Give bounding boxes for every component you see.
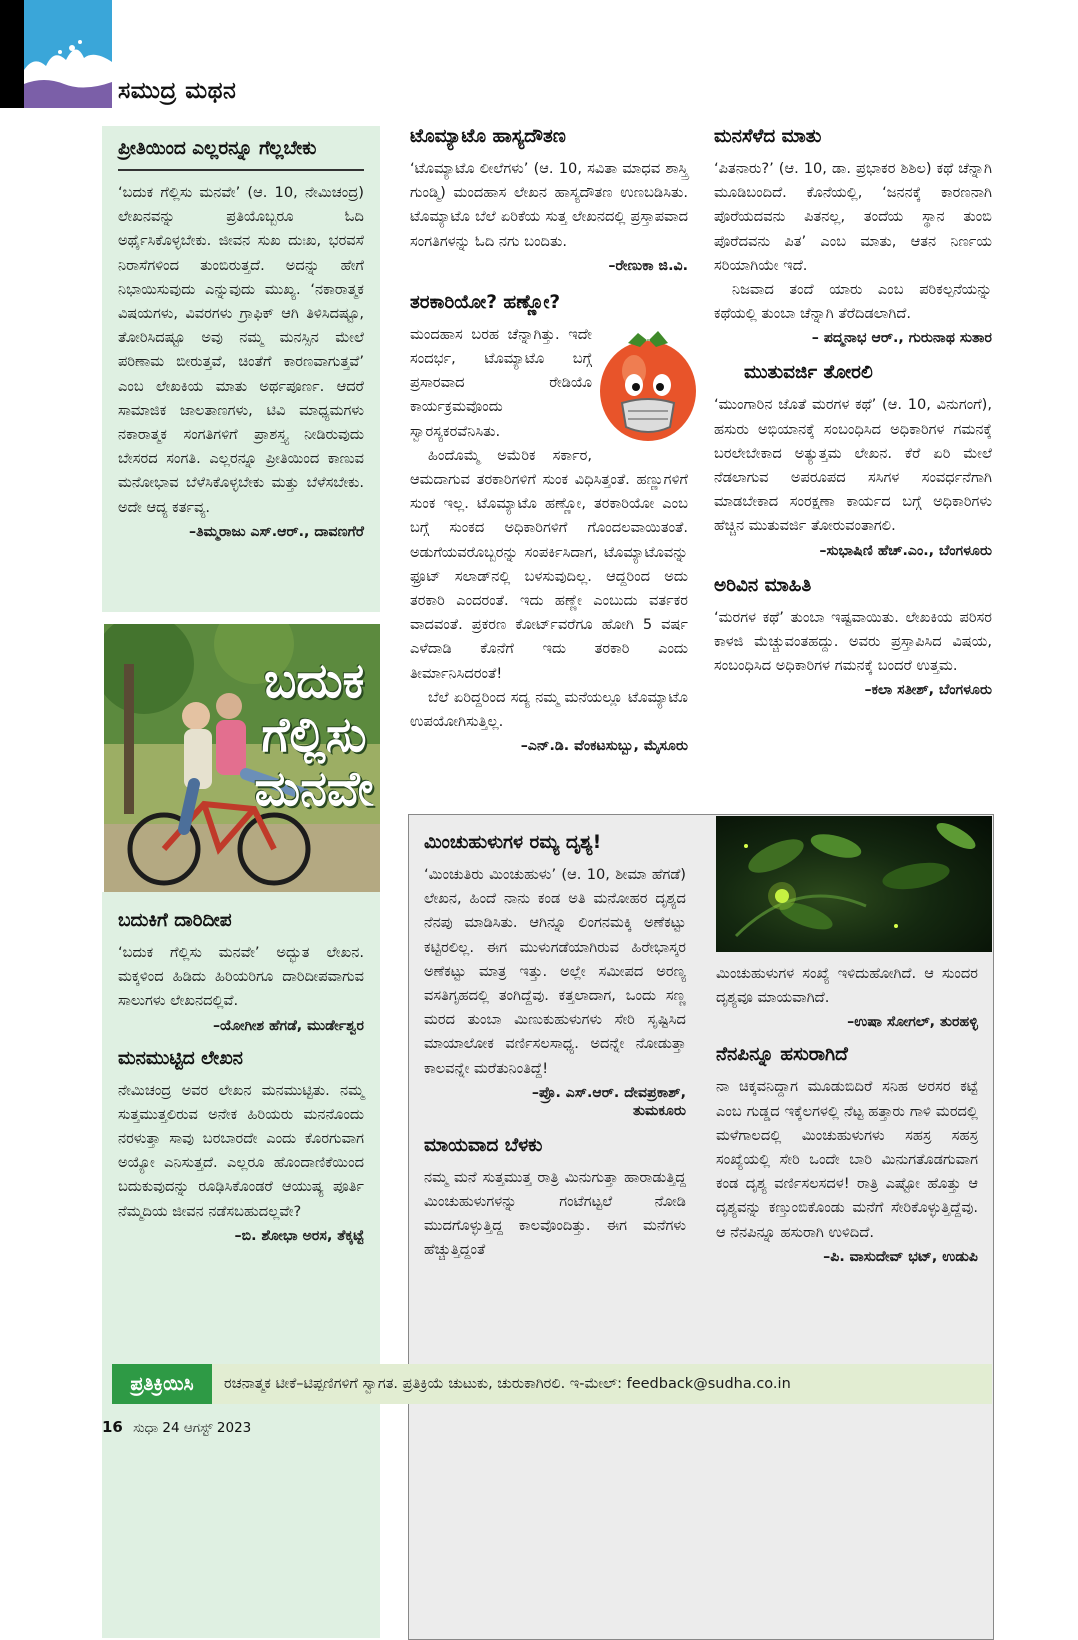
letter-signature: –ಬಿ. ಶೋಭಾ ಅರಸ, ತೆಕ್ಕಟ್ಟೆ [234, 1227, 364, 1244]
middle-column [410, 126, 688, 754]
issue-date: ಸುಧಾ 24 ಆಗಸ್ಟ್ 2023 [133, 1420, 252, 1436]
photo-overlay-title [254, 654, 374, 816]
letter-body: ‘ಮುಂಗಾರಿನ ಜೊತೆ ಮರಗಳ ಕಥೆ’ (ಆ. 10, ವಿನುಗಂಗೆ), ಹಸುರು ಅಭಿಯಾನಕ್ಕೆ ಸಂಬಂಧಿಸಿದ ಅಧಿಕಾರಿಗಳ ಗಮನಕ್ಕೆ ಬರಲೇಬೇಕಾದ ಅತ್ಯುತ್ತಮ ಲೇಖನ. ಕೆರೆ ಏರಿ ಮೇಲೆ ನೆಡಲಾಗುವ ಅಪರೂಪದ ಸಸಿಗಳ ಸಂವರ್ಧನೆಗಾಗಿ ಮಾಡಬೇಕಾದ ಸಂರಕ್ಷಣಾ ಕಾರ್ಯದ ಬಗ್ಗೆ ಅಧಿಕಾರಿಗಳು ಹೆಚ್ಚಿನ ಮುತುವರ್ಜಿ ತೋರುವಂತಾಗಲಿ. [714, 396, 992, 535]
letter-signature: – ಪದ್ಮನಾಭ ಆರ್., ಗುರುನಾಥ ಸುತಾರ [811, 330, 992, 347]
letter-heading: ಮಾಯವಾದ ಬೆಳಕು [424, 1134, 543, 1156]
letter-signature: –ಯೋಗೀಶ ಹೆಗಡೆ, ಮುರ್ಡೇಶ್ವರ [212, 1017, 364, 1034]
letter-signature: –ಪಿ. ವಾಸುದೇವ್ ಭಟ್, ಉಡುಪಿ [823, 1248, 978, 1265]
letter-body: ‘ಬದುಕ ಗೆಲ್ಲಿಸು ಮನವೇ’ ಅದ್ಭುತ ಲೇಖನ. ಮಕ್ಕಳಿಂದ ಹಿಡಿದು ಹಿರಿಯರಿಗೂ ದಾರಿದೀಪವಾಗುವ ಸಾಲುಗಳು ಲೇಖನದಲ್ಲಿವೆ. [118, 944, 364, 1010]
letter-box-left-top [102, 126, 380, 612]
letter-body: ಮಿಂಚುಹುಳುಗಳ ಸಂಖ್ಯೆ ಇಳಿದುಹೋಗಿದೆ. ಆ ಸುಂದರ ದೃಶ್ಯವೂ ಮಾಯವಾಗಿದೆ. [716, 965, 978, 1007]
right-column [714, 126, 992, 698]
letter-heading: ಟೊಮ್ಯಾಟೊ ಹಾಸ್ಯದೌತಣ [410, 126, 566, 147]
letter-body: ‘ಮಿಂಚುತಿರು ಮಿಂಚುಹುಳು’ (ಆ. 10, ಶೀಮಾ ಹೆಗಡೆ) ಲೇಖನ, ಹಿಂದೆ ನಾನು ಕಂಡ ಅತಿ ಮನೋಹರ ದೃಶ್ಯದ ನೆನಪು ಮಾಡಿಸಿತು. ಆಗಿನ್ನೂ ಲಿಂಗನಮಕ್ಕಿ ಅಣೆಕಟ್ಟು ಕಟ್ಟಿರಲಿಲ್ಲ. ಈಗ ಮುಳುಗಡೆಯಾಗಿರುವ ಹಿರೇಭಾಸ್ಕರ ಅಣೆಕಟ್ಟು ಮಾತ್ರ ಇತ್ತು. ಅಲ್ಲೇ ಸಮೀಪದ ಅರಣ್ಯ ವಸತಿಗೃಹದಲ್ಲಿ ತಂಗಿದ್ದೆವು. ಕತ್ತಲಾದಾಗ, ಒಂದು ಸಣ್ಣ ಮರದ ತುಂಬಾ ಮಿಣುಕುಹುಳುಗಳು ಸೇರಿ ಸೃಷ್ಟಿಸಿದ ಮಾಯಾಲೋಕ ವರ್ಣಿಸಲಸಾಧ್ಯ. ಅದನ್ನೇ ನೋಡುತ್ತಾ ಕಾಲವನ್ನೇ ಮರೆತುನಿಂತಿದ್ದೆ! [424, 866, 686, 1077]
letter-body: ನಮ್ಮ ಮನೆ ಸುತ್ತಮುತ್ತ ರಾತ್ರಿ ಮಿನುಗುತ್ತಾ ಹಾರಾಡುತ್ತಿದ್ದ ಮಿಂಚುಹುಳುಗಳನ್ನು ಗಂಟೆಗಟ್ಟಲೆ ನೋಡಿ ಮುದಗೊಳ್ಳುತ್ತಿದ್ದ ಕಾಲವೊಂದಿತ್ತು. ಈಗ ಮನೆಗಳು ಹೆಚ್ಚುತ್ತಿದ್ದಂತೆ [424, 1168, 686, 1259]
letter-heading: ಮನಮುಟ್ಟಿದ ಲೇಖನ [118, 1047, 243, 1069]
letter-body: ಮಂದಹಾಸ ಬರಹ ಚೆನ್ನಾಗಿತ್ತು. ಇದೇ ಸಂದರ್ಭ, ಟೊಮ್ಯಾಟೊ ಬಗ್ಗೆ ಪ್ರಸಾರವಾದ ರೇಡಿಯೊ ಕಾರ್ಯಕ್ರಮವೊಂದು ಸ್ವಾರಸ್ಯಕರವೆನಿಸಿತು. [410, 325, 592, 440]
letter-heading: ಮುತುವರ್ಜಿ ತೋರಲಿ [744, 362, 873, 384]
couple-bicycle-photo [104, 624, 380, 892]
photo-title-line: ಬದುಕ [263, 653, 365, 709]
header-black-strip [0, 0, 24, 108]
firefly-photo [716, 816, 992, 952]
letter-body: ಹಿಂದೊಮ್ಮೆ ಅಮೆರಿಕ ಸರ್ಕಾರ, ಆಮದಾಗುವ ತರಕಾರಿಗಳಿಗೆ ಸುಂಕ ವಿಧಿಸಿತ್ತಂತೆ. ಹಣ್ಣುಗಳಿಗೆ ಸುಂಕ ಇಲ್ಲ. ಟೊಮ್ಯಾಟೊ ಹಣ್ಣೋ, ತರಕಾರಿಯೋ ಎಂಬ ಬಗ್ಗೆ ಸುಂಕದ ಅಧಿಕಾರಿಗಳಿಗೆ ಗೊಂದಲವಾಯಿತಂತೆ. ಅಡುಗೆಯವರೊಬ್ಬರನ್ನು ಸಂಪರ್ಕಿಸಿದಾಗ, ಟೊಮ್ಯಾಟೊವನ್ನು ಫ್ರೂಟ್ ಸಲಾಡ್‌ನಲ್ಲಿ ಬಳಸುವುದಿಲ್ಲ. ಆದ್ದರಿಂದ ಅದು ತರಕಾರಿ ಎಂದರಂತೆ. ಇದು ಹಣ್ಣೇ ಎಂಬುದು ವರ್ತಕರ ವಾದವಂತೆ. ಪ್ರಕರಣ ಕೋರ್ಟ್‌ವರೆಗೂ ಹೋಗಿ 5 ವರ್ಷ ಎಳೆದಾಡಿ ಕೊನೆಗೆ ಇದು ತರಕಾರಿ ಎಂದು ತೀರ್ಮಾನಿಸಿದರಂತೆ! [410, 446, 688, 682]
letter-signature: –ಪ್ರೊ. ಎಸ್.ಆರ್. ದೇವಪ್ರಕಾಶ್, [531, 1084, 686, 1101]
letter-signature: –ಸುಭಾಷಿಣಿ ಹೆಚ್.ಎಂ., ಬೆಂಗಳೂರು [819, 542, 992, 559]
letter-heading: ಪ್ರೀತಿಯಿಂದ ಎಲ್ಲರನ್ನೂ ಗೆಲ್ಲಬೇಕು [118, 138, 317, 159]
photo-title-line: ಮನವೇ [254, 761, 374, 817]
letter-signature: –ಉಷಾ ಸೋಗಲ್, ತುರಹಳ್ಳಿ [847, 1014, 978, 1031]
page-number: 16 [102, 1418, 123, 1436]
letter-heading: ನೆನಪಿನ್ನೂ ಹಸುರಾಗಿದೆ [716, 1044, 848, 1066]
letter-signature: ತುಮಕೂರು [633, 1102, 686, 1119]
letter-box-left-bottom [102, 892, 380, 1638]
feedback-label: ಪ್ರತಿಕ್ರಿಯಿಸಿ [112, 1364, 212, 1404]
firefly-left-text [424, 832, 686, 1263]
wave-logo-icon [24, 0, 112, 108]
firefly-right-text [716, 962, 978, 1265]
letter-heading: ಬದುಕಿಗೆ ದಾರಿದೀಪ [118, 910, 232, 931]
letter-heading: ಅರಿವಿನ ಮಾಹಿತಿ [714, 574, 812, 596]
letter-body: ನೇಮಿಚಂದ್ರ ಅವರ ಲೇಖನ ಮನಮುಟ್ಟಿತು. ನಮ್ಮ ಸುತ್ತಮುತ್ತಲಿರುವ ಅನೇಕ ಹಿರಿಯರು ಮನನೊಂದು ನರಳುತ್ತಾ ಸಾವು ಬರಬಾರದೇ ಎಂದು ಕೊರಗುವಾಗ ಅಯ್ಯೋ ಎನಿಸುತ್ತದೆ. ಎಲ್ಲರೂ ಹೊಂದಾಣಿಕೆಯಿಂದ ಬದುಕುವುದನ್ನು ರೂಢಿಸಿಕೊಂಡರೆ ಆಯುಷ್ಯ ಪೂರ್ತಿ ನೆಮ್ಮದಿಯ ಜೀವನ ನಡೆಸಬಹುದಲ್ಲವೇ? [118, 1081, 364, 1220]
firefly-leaves-illustration [716, 816, 992, 952]
heading-divider [118, 169, 364, 171]
letter-body: ‘ಮರಗಳ ಕಥೆ’ ತುಂಬಾ ಇಷ್ಟವಾಯಿತು. ಲೇಖಕಿಯ ಪರಿಸರ ಕಾಳಜಿ ಮೆಚ್ಚುವಂತಹದ್ದು. ಅವರು ಪ್ರಸ್ತಾಪಿಸಿದ ವಿಷಯ, ಸಂಬಂಧಿಸಿದ ಅಧಿಕಾರಿಗಳ ಗಮನಕ್ಕೆ ಬಂದರೆ ಉತ್ತಮ. [714, 608, 992, 675]
tomato-mask-illustration [598, 319, 698, 455]
letter-heading: ಮಿಂಚುಹುಳುಗಳ ರಮ್ಯ ದೃಶ್ಯ! [424, 832, 602, 853]
letter-body: ನಿಜವಾದ ತಂದೆ ಯಾರು ಎಂಬ ಪರಿಕಲ್ಪನೆಯನ್ನು ಕಥೆಯಲ್ಲಿ ತುಂಬಾ ಚೆನ್ನಾಗಿ ತೆರೆದಿಡಲಾಗಿದೆ. [714, 281, 992, 323]
feedback-bar [112, 1364, 992, 1404]
wave-logo [24, 0, 112, 108]
letter-heading: ಮನಸೆಳೆದ ಮಾತು [714, 126, 822, 147]
letter-signature: –ಎನ್.ಡಿ. ವೆಂಕಟಸುಬ್ಬು, ಮೈಸೂರು [520, 738, 688, 755]
letter-body: ಬೆಲೆ ಏರಿದ್ದರಿಂದ ಸದ್ಯ ನಮ್ಮ ಮನೆಯಲ್ಲೂ ಟೊಮ್ಯಾಟೊ ಉಪಯೋಗಿಸುತ್ತಿಲ್ಲ. [410, 688, 688, 731]
letter-signature: –ರೇಣುಕಾ ಜಿ.ವಿ. [608, 257, 688, 274]
letter-body: ನಾ ಚಿಕ್ಕವನಿದ್ದಾಗ ಮೂಡುಬಿದಿರೆ ಸನಿಹ ಅರಸರ ಕಟ್ಟೆ ಎಂಬ ಗುಡ್ಡದ ಇಕ್ಕೆಲಗಳಲ್ಲಿ ನೆಟ್ಟ ಹತ್ತಾರು ಗಾಳಿ ಮರದಲ್ಲಿ ಮಳೆಗಾಲದಲ್ಲಿ ಮಿಂಚುಹುಳುಗಳು ಸಹಸ್ರ ಸಹಸ್ರ ಸಂಖ್ಯೆಯಲ್ಲಿ ಸೇರಿ ಒಂದೇ ಬಾರಿ ಮಿನುಗತೊಡಗುವಾಗ ಕಂಡ ದೃಶ್ಯ ವರ್ಣಿಸಲಸದಳ! ರಾತ್ರಿ ಎಷ್ಟೋ ಹೊತ್ತು ಆ ದೃಶ್ಯವನ್ನು ಕಣ್ತುಂಬಿಕೊಂಡು ಮನೆಗೆ ಸೇರಿಕೊಳ್ಳುತ್ತಿದ್ದೆವು. ಆ ನೆನಪಿನ್ನೂ ಹಸುರಾಗಿ ಉಳಿದಿದೆ. [716, 1078, 978, 1241]
letter-body: ‘ಪಿತನಾರು?’ (ಆ. 10, ಡಾ. ಪ್ರಭಾಕರ ಶಿಶಿಲ) ಕಥೆ ಚೆನ್ನಾಗಿ ಮೂಡಿಬಂದಿದೆ. ಕೊನೆಯಲ್ಲಿ, ‘ಜನನಕ್ಕೆ ಕಾರಣನಾಗಿ ಪೊರೆಯದವನು ಪಿತನಲ್ಲ, ತಂದೆಯ ಸ್ಥಾನ ತುಂಬಿ ಪೊರೆದವನು ಪಿತ’ ಎಂಬ ಮಾತು, ಆತನ ನಿರ್ಣಯ ಸರಿಯಾಗಿಯೇ ಇದೆ. [714, 160, 992, 274]
letter-body: ‘ಟೊಮ್ಯಾಟೊ ಲೀಲೆಗಳು’ (ಆ. 10, ಸವಿತಾ ಮಾಧವ ಶಾಸ್ತ್ರಿ ಗುಂಡ್ಮಿ) ಮಂದಹಾಸ ಲೇಖನ ಹಾಸ್ಯದೌತಣ ಉಣಬಡಿಸಿತು. ಟೊಮ್ಯಾಟೊ ಬೆಲೆ ಏರಿಕೆಯ ಸುತ್ತ ಲೇಖನದಲ್ಲಿ ಪ್ರಸ್ತಾಪವಾದ ಸಂಗತಿಗಳನ್ನು ಓದಿ ನಗು ಬಂದಿತು. [410, 160, 688, 250]
letter-body: ‘ಬದುಕ ಗೆಲ್ಲಿಸು ಮನವೇ’ (ಆ. 10, ನೇಮಿಚಂದ್ರ) ಲೇಖನವನ್ನು ಪ್ರತಿಯೊಬ್ಬರೂ ಓದಿ ಅರ್ಥೈಸಿಕೊಳ್ಳಬೇಕು. ಜೀವನ ಸುಖ ದುಃಖ, ಭರವಸೆ ನಿರಾಸೆಗಳಿಂದ ತುಂಬಿರುತ್ತದೆ. ಅದನ್ನು ಹೇಗೆ ನಿಭಾಯಿಸುವುದು ಎನ್ನುವುದು ಮುಖ್ಯ. ‘ನಕಾರಾತ್ಮಕ ವಿಷಯಗಳು, ವಿವರಗಳು ಗ್ರಾಫಿಕ್ ಆಗಿ ತಿಳಿಸಿದಷ್ಟೂ, ತೋರಿಸಿದಷ್ಟೂ ಅವು ನಮ್ಮ ಮನಸ್ಸಿನ ಮೇಲೆ ಪರಿಣಾಮ ಬೀರುತ್ತವೆ, ಚಿಂತೆಗೆ ಕಾರಣವಾಗುತ್ತವೆ’ ಎಂಬ ಲೇಖಕಿಯ ಮಾತು ಅರ್ಥಪೂರ್ಣ. ಆದರೆ ಸಾಮಾಜಿಕ ಜಾಲತಾಣಗಳು, ಟಿವಿ ಮಾಧ್ಯಮಗಳು ನಕಾರಾತ್ಮಕ ಸಂಗತಿಗಳಿಗೆ ಪ್ರಾಶಸ್ತ್ಯ ನೀಡಿರುವುದು ಬೇಸರದ ಸಂಗತಿ. ಎಲ್ಲರನ್ನೂ ಪ್ರೀತಿಯಿಂದ ಕಾಣುವ ಮನೋಭಾವ ಬೆಳೆಸಿಕೊಳ್ಳಬೇಕು ಮತ್ತು ಬೆಳೆಸಬೇಕು. ಅದೇ ಆದ್ಯ ಕರ್ತವ್ಯ. [118, 184, 364, 516]
section-title: ಸಮುದ್ರ ಮಥನ [118, 78, 237, 104]
tomato-mask-icon [598, 319, 698, 455]
feedback-text: ರಚನಾತ್ಮಕ ಟೀಕೆ–ಟಿಪ್ಪಣಿಗಳಿಗೆ ಸ್ವಾಗತ. ಪ್ರತಿಕ್ರಿಯೆ ಚುಟುಕು, ಚುರುಕಾಗಿರಲಿ. ಇ-ಮೇಲ್: feedback@sudha.co.in [224, 1376, 791, 1392]
letter-signature: –ತಿಮ್ಮರಾಜು ಎಸ್.ಆರ್., ದಾವಣಗೆರೆ [188, 523, 364, 540]
letter-heading: ತರಕಾರಿಯೋ? ಹಣ್ಣೋ? [410, 291, 561, 313]
page-folio [102, 1418, 251, 1436]
letter-signature: –ಕಲಾ ಸತೀಶ್, ಬೆಂಗಳೂರು [864, 682, 992, 699]
photo-title-line: ಗೆಲ್ಲಿಸು [261, 707, 367, 763]
